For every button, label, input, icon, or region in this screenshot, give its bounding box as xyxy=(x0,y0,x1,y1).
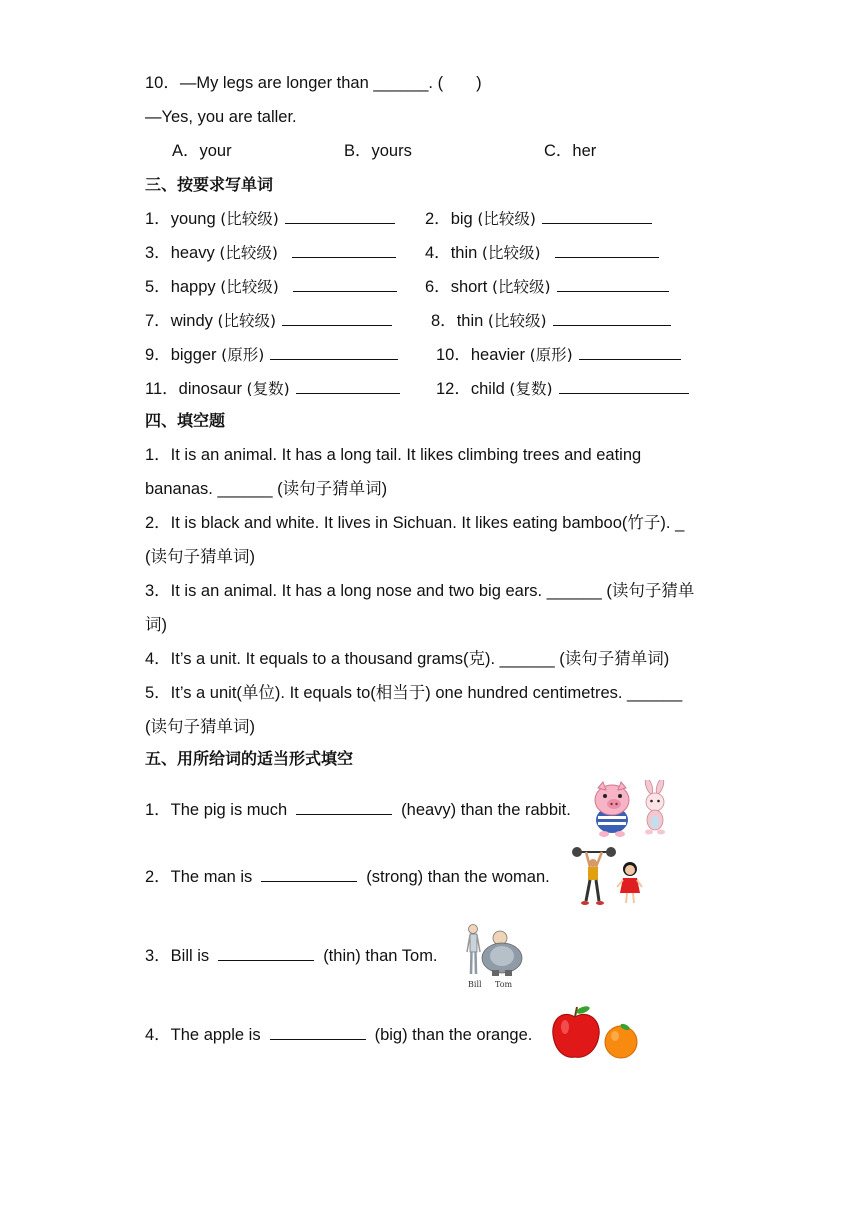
s3-item-2: 2．big (比较级) xyxy=(425,208,658,230)
s3-item-11: 11．dinosaur (复数) xyxy=(145,378,406,400)
section5-title: 五、用所给词的适当形式填空 xyxy=(145,749,354,768)
q10-option-a: A．your xyxy=(172,142,232,160)
s3-item-9: 9．bigger (原形) xyxy=(145,344,404,366)
s3-item-10: 10．heavier (原形) xyxy=(436,344,687,366)
answer-blank[interactable] xyxy=(270,1024,366,1040)
answer-blank[interactable] xyxy=(270,344,398,360)
answer-blank[interactable] xyxy=(292,242,396,258)
s4-line-4: (读句子猜单词) xyxy=(145,548,255,566)
answer-blank[interactable] xyxy=(579,344,681,360)
answer-blank[interactable] xyxy=(555,242,659,258)
s4-line-7: 4．It’s a unit. It equals to a thousand grams(克). ______ (读句子猜单词) xyxy=(145,650,670,668)
s3-item-5: 5．happy (比较级) xyxy=(145,276,403,298)
s4-line-2: bananas. ______ (读句子猜单词) xyxy=(145,480,388,498)
answer-blank[interactable] xyxy=(282,310,392,326)
answer-blank[interactable] xyxy=(293,276,397,292)
s5-item-2: 2．The man is (strong) than the woman. xyxy=(145,868,550,886)
apple-orange-illustration xyxy=(551,1005,643,1063)
man-woman-illustration xyxy=(572,843,648,907)
pig-rabbit-illustration xyxy=(590,780,676,838)
s3-item-12: 12．child (复数) xyxy=(436,378,695,400)
answer-blank[interactable] xyxy=(218,945,314,961)
s4-line-6: 词) xyxy=(145,616,167,634)
s4-line-1: 1．It is an animal. It has a long tail. It likes climbing trees and eating xyxy=(145,446,642,464)
s5-item-4: 4．The apple is (big) than the orange. xyxy=(145,1026,533,1044)
s3-item-3: 3．heavy (比较级) xyxy=(145,242,402,264)
answer-blank[interactable] xyxy=(557,276,669,292)
q10-option-b: B．yours xyxy=(344,142,412,160)
s3-item-4: 4．thin (比较级) xyxy=(425,242,665,264)
s4-line-9: (读句子猜单词) xyxy=(145,718,255,736)
s3-item-6: 6．short (比较级) xyxy=(425,276,675,298)
caption-tom: Tom xyxy=(495,980,513,989)
bill-tom-illustration xyxy=(458,922,526,990)
s4-line-5: 3．It is an animal. It has a long nose and two big ears. ______ (读句子猜单 xyxy=(145,582,695,600)
s3-item-1: 1．young (比较级) xyxy=(145,208,401,230)
q10-question: 10．—My legs are longer than ______. ( ) xyxy=(145,74,482,92)
s3-item-8: 8．thin (比较级) xyxy=(431,310,677,332)
q10-reply: —Yes, you are taller. xyxy=(145,108,297,126)
answer-blank[interactable] xyxy=(542,208,652,224)
s4-line-8: 5．It’s a unit(单位). It equals to(相当于) one hundred centimetres. ______ xyxy=(145,684,683,702)
caption-bill: Bill xyxy=(468,980,482,989)
section4-title: 四、填空题 xyxy=(145,411,226,430)
section3-title: 三、按要求写单词 xyxy=(145,175,274,194)
s3-item-7: 7．windy (比较级) xyxy=(145,310,398,332)
s5-item-3: 3．Bill is (thin) than Tom. xyxy=(145,947,438,965)
answer-blank[interactable] xyxy=(261,866,357,882)
answer-blank[interactable] xyxy=(559,378,689,394)
answer-blank[interactable] xyxy=(296,378,400,394)
q10-option-c: C．her xyxy=(544,142,597,160)
answer-blank[interactable] xyxy=(553,310,671,326)
answer-blank[interactable] xyxy=(285,208,395,224)
s4-line-3: 2．It is black and white. It lives in Sichuan. It likes eating bamboo(竹子). _ xyxy=(145,514,685,532)
s5-item-1: 1．The pig is much (heavy) than the rabbit. xyxy=(145,801,571,819)
answer-blank[interactable] xyxy=(296,799,392,815)
